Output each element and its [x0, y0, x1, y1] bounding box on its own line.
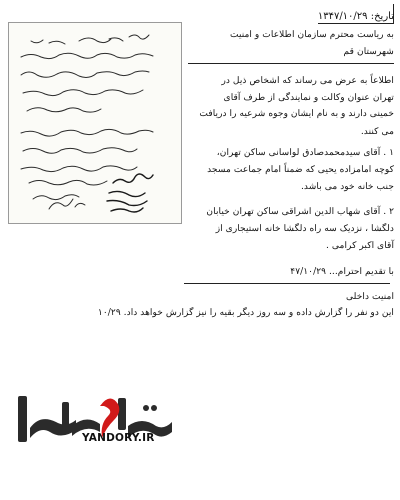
logo-url: YANDORY.IR: [82, 432, 155, 444]
handwritten-note-image: [8, 22, 182, 224]
closing-line: با تقدیم احترام... ۴۷/۱۰/۲۹: [290, 266, 394, 277]
report-recipient-city: شهرستان قم: [343, 46, 394, 57]
header-divider: [188, 63, 394, 64]
item-1-line: جنب خانه خود می باشد.: [300, 181, 394, 192]
item-2-line: آقای اکبر کرامی .: [326, 240, 394, 251]
item-2-line: دلگشا ، نزدیک سه راه دلگشا خانه استیجاری از: [215, 223, 394, 234]
handwriting-scribbles: [9, 23, 181, 223]
item-1-line: ۱ . آقای سیدمحمدصادق لواسانی ساکن تهران،: [216, 147, 394, 158]
typed-report: [97, 0, 394, 335]
followup-note: این دو نفر را گزارش داده و سه روز دیگر بقیه را نیز گزارش خواهد داد. ۱۰/۲۹: [97, 307, 394, 318]
report-recipient: به ریاست محترم سازمان اطلاعات و امنیت: [229, 29, 394, 40]
report-date: تاریخ: ۱۳۴۷/۱۰/۲۹: [317, 11, 394, 22]
body-line: خمینی دارند و به نام ایشان وجوه شرعیه را دریافت: [199, 108, 394, 119]
body-line: اطلاعاً به عرض می رساند که اشخاص ذیل در: [221, 75, 394, 86]
item-1-line: کوچه امامزاده یحیی که ضمناً امام جماعت مسجد: [207, 164, 394, 175]
body-line: می کنند.: [360, 126, 394, 137]
javan-va-tarikh-logo: [6, 388, 182, 466]
closing-divider: [184, 283, 390, 284]
item-2-line: ۲ . آقای شهاب الدین اشراقی ساکن تهران خیابان: [206, 206, 394, 217]
body-line: تهران عنوان وکالت و نمایندگی از طرف آقای: [223, 92, 394, 103]
domestic-security-label: امنیت داخلی: [346, 291, 394, 302]
